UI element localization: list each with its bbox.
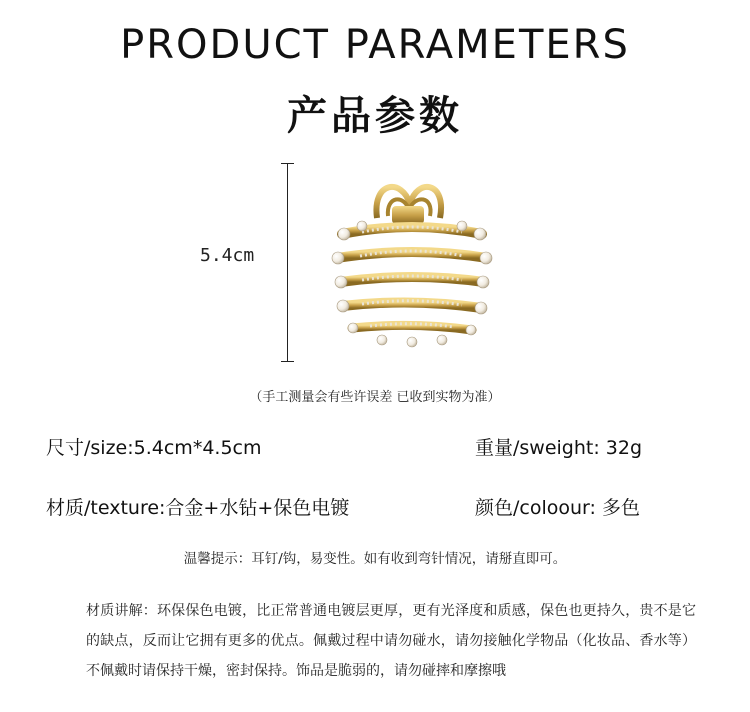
spec-weight: 重量/sweight: 32g <box>475 437 643 459</box>
spec-colour: 颜色/coloour: 多色 <box>475 497 640 519</box>
material-description: 材质讲解：环保保色电镀，比正常普通电镀层更厚，更有光泽度和质感，保色也更持久，贵不是它的缺点，反而让它拥有更多的优点。佩戴过程中请勿碰水，请勿接触化学物品（化妆品、香水等）不佩戴时请保持干燥，密封保持。饰品是脆弱的，请勿碰摔和摩擦哦 <box>86 603 696 679</box>
spec-size: 尺寸/size:5.4cm*4.5cm <box>46 437 262 459</box>
measurement-note: （手工测量会有些许误差 已收到实物为准） <box>249 390 501 405</box>
dimension-cap-bottom <box>281 361 294 362</box>
dimension-label: 5.4cm <box>200 245 255 266</box>
spec-texture: 材质/texture:合金+水钻+保色电镀 <box>46 497 350 519</box>
title-english: PRODUCT PARAMETERS <box>120 22 630 68</box>
title-chinese: 产品参数 <box>287 93 463 139</box>
warm-tip: 温馨提示：耳钉/钩，易变性。如有收到弯针情况，请掰直即可。 <box>183 551 567 567</box>
dimension-line <box>287 163 288 362</box>
dimension-cap-top <box>281 163 294 164</box>
product-image-hair-claw <box>322 176 502 356</box>
